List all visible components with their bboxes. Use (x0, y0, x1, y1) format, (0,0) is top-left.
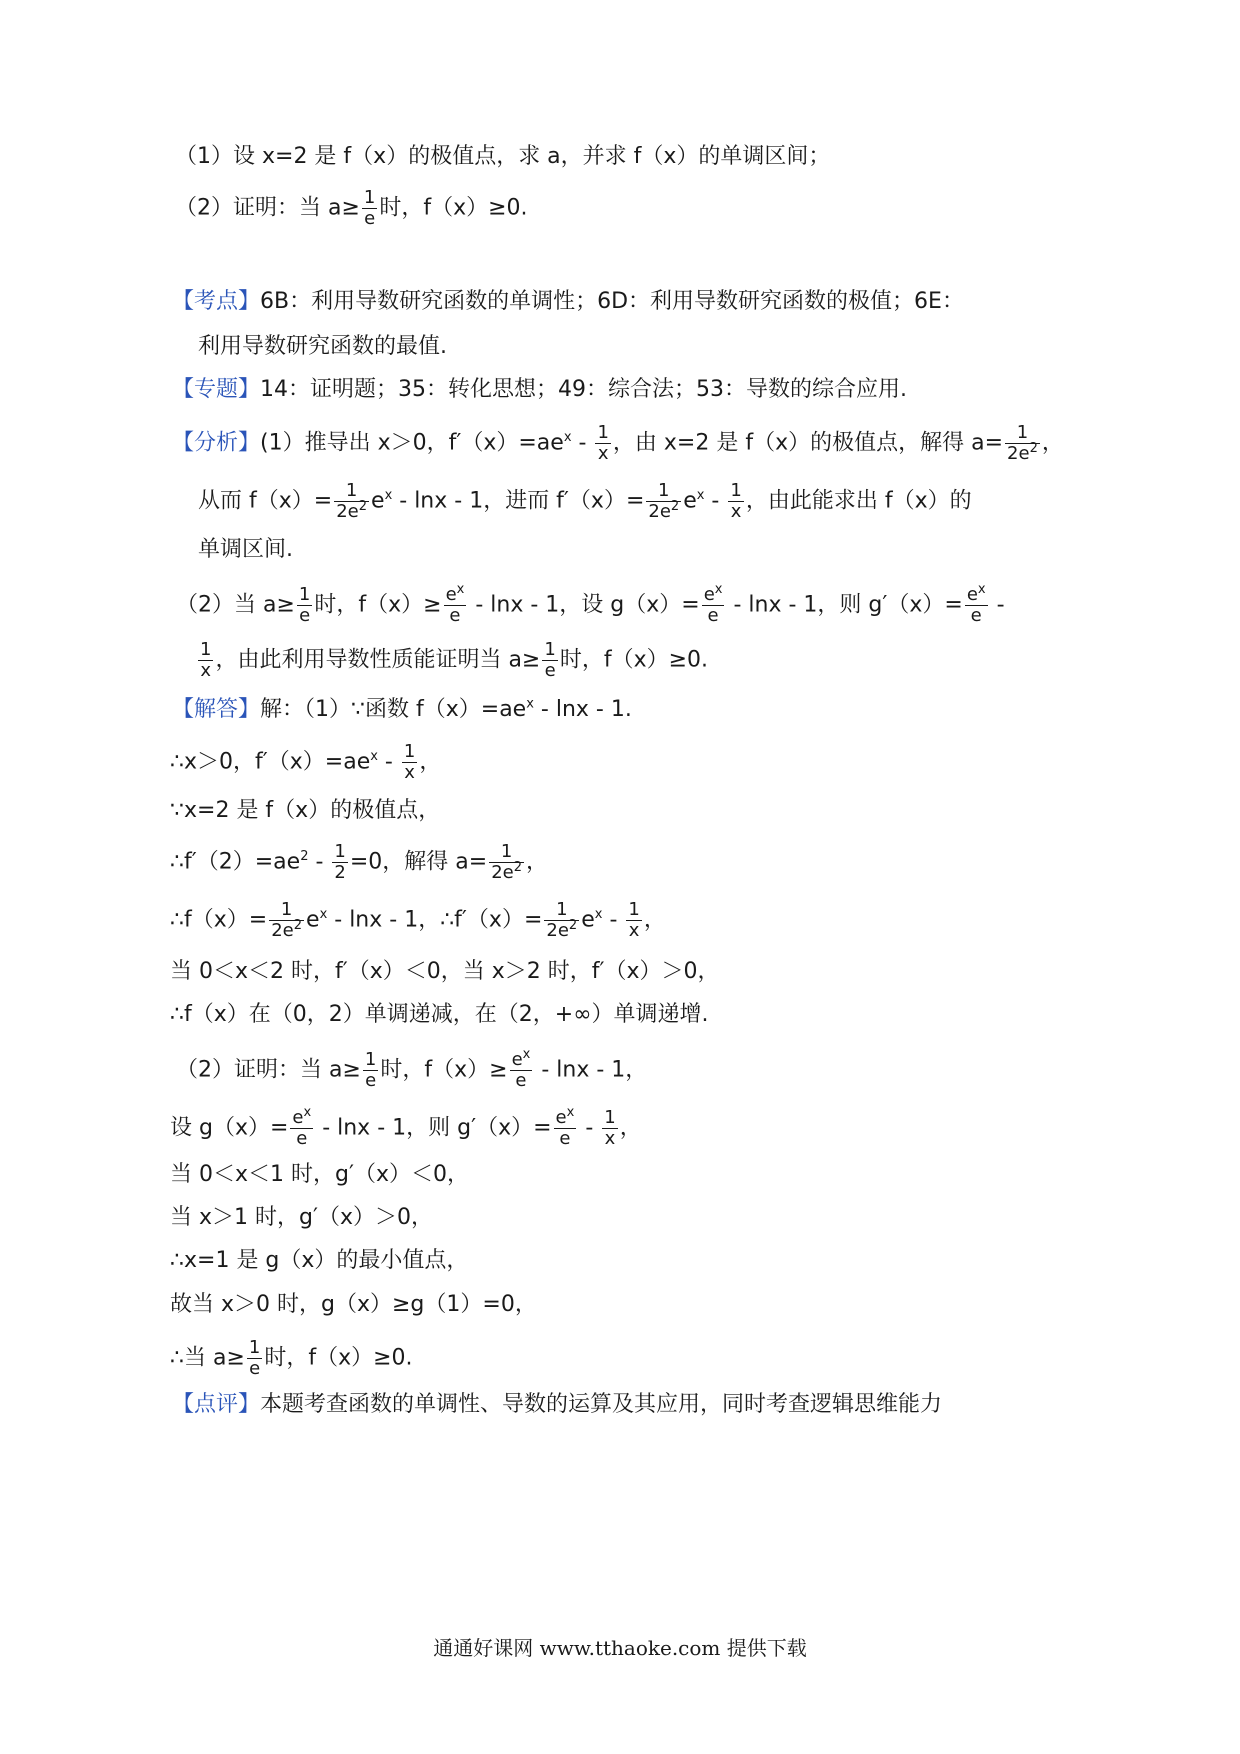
question-1: （1）设 x=2 是 f（x）的极值点，求 a，并求 f（x）的单调区间； (175, 144, 831, 169)
jieda-line-7: ∴f（x）在（0，2）单调递减，在（2，+∞）单调递增. (170, 1002, 709, 1027)
kaodian-line-1: 【考点】6B：利用导数研究函数的单调性；6D：利用导数研究函数的极值；6E： (172, 289, 964, 314)
question-2: （2）证明：当 a≥ $\frac{1}{e}$ 时，f（x）≥0. (175, 187, 528, 229)
dianping-tag: 【点评】 (172, 1392, 261, 1417)
jieda-line-8: （2）证明：当 a≥ $\frac{1}{e}$ 时，f（x）≥ $\frac{e^x}{e}$ - lnx - 1， (176, 1047, 648, 1091)
jieda-line-3: ∵x=2 是 f（x）的极值点， (170, 798, 441, 823)
jieda-line-12: ∴x=1 是 g（x）的最小值点， (170, 1248, 469, 1273)
jieda-line-6: 当 0＜x＜2 时，f′（x）＜0，当 x＞2 时，f′（x）＞0， (170, 959, 720, 984)
kaodian-line-2: 利用导数研究函数的最值. (198, 334, 447, 359)
fenxi-line-4: （2）当 a≥ $\frac{1}{e}$ 时，f（x）≥ $\frac{e^x}{e}$ - lnx - 1，设 g（x）= $\frac{e^x}{e}$ - lnx - 1，则 g′（x）= $\frac{e^x}{e}$ - (176, 582, 1005, 626)
jieda-line-2: ∴x＞0，$f'(x)=ae^x$ - $\frac{1}{x}$ ， (170, 741, 442, 783)
jieda-line-11: 当 x＞1 时，g′（x）＞0， (170, 1205, 433, 1230)
jieda-tag: 【解答】 (172, 697, 261, 722)
jieda-line-4: $\therefore f'(2)=ae^2$ - $\frac{1}{2}$ =0，解得 a= $\frac{1}{2e^2}$ ， (170, 841, 549, 883)
kaodian-tag: 【考点】 (172, 289, 261, 314)
jieda-line-1: 【解答】解：（1）∵函数 $f(x)=ae^x - \ln x - 1$. (172, 696, 632, 722)
fenxi-line-2: 从而 f（x）= $\frac{1}{2e^2}$ $e^x$ - lnx - 1，进而 f′（x）= $\frac{1}{2e^2}$ $e^x$ - $\frac{1}{x}$ ，由此能求出 f（x）的 (198, 480, 972, 522)
fenxi-tag: 【分析】 (172, 430, 261, 456)
footer-credit: 通通好课网 www.tthaoke.com 提供下载 (433, 1636, 807, 1660)
fenxi-line-5: $\frac{1}{x}$ ，由此利用导数性质能证明当 a≥ $\frac{1}{e}$ 时，f（x）≥0. (200, 639, 709, 681)
fenxi-line-3: 单调区间. (198, 537, 293, 562)
fenxi-line-1: 【分析】(1）推导出 x＞0，$f'(x)=ae^x$ - $\frac{1}{x}$ ，由 x=2 是 f（x）的极值点，解得 a= $\frac{1}{2e^2}$ ， (172, 422, 1064, 464)
jieda-line-9: 设 g（x）= $\frac{e^x}{e}$ - lnx - 1，则 g′（x）= $\frac{e^x}{e}$ - $\frac{1}{x}$ ， (170, 1105, 642, 1149)
jieda-line-13: 故当 x＞0 时，g（x）≥g（1）=0， (170, 1292, 537, 1317)
jieda-line-5: ∴f（x）= $\frac{1}{2e^2}$ $e^x$ - lnx - 1，∴f′（x）= $\frac{1}{2e^2}$ $e^x$ - $\frac{1}{x}$ ， (170, 899, 666, 941)
jieda-line-14: ∴当 a≥ $\frac{1}{e}$ 时，f（x）≥0. (170, 1337, 413, 1379)
zhuanti-tag: 【专题】 (172, 377, 261, 402)
zhuanti-line: 【专题】14：证明题；35：转化思想；49：综合法；53：导数的综合应用. (172, 377, 907, 402)
jieda-line-10: 当 0＜x＜1 时，g′（x）＜0， (170, 1162, 469, 1187)
dianping-line: 【点评】本题考查函数的单调性、导数的运算及其应用，同时考查逻辑思维能力 (172, 1392, 943, 1417)
